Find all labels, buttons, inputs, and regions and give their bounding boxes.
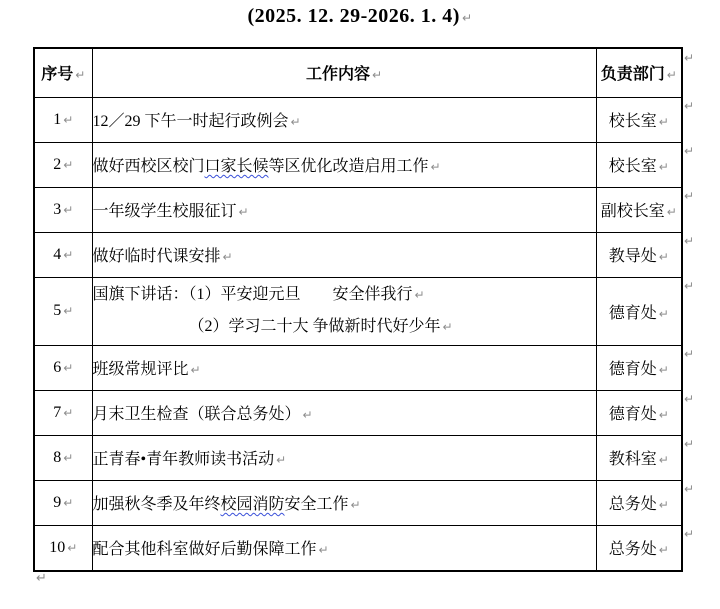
content-line: 国旗下讲话：（1）平安迎元旦 安全伴我行 ↵ xyxy=(92,286,425,303)
pilcrow-mark: ↵ xyxy=(350,498,361,512)
work-content xyxy=(92,390,596,435)
row-end-mark: ↵ xyxy=(684,527,695,541)
document-title xyxy=(0,5,720,28)
pilcrow-mark: ↵ xyxy=(318,543,329,558)
pilcrow-mark: ↵ xyxy=(63,157,74,172)
pilcrow-mark: ↵ xyxy=(63,304,74,318)
text-segment: 班级常规评比 xyxy=(92,361,189,378)
row-end-mark: ↵ xyxy=(684,279,695,293)
text-segment: 12／29 下午一时起行政例会 xyxy=(92,113,289,130)
department: 德育处 ↵ xyxy=(596,345,682,390)
pilcrow-mark: ↵ xyxy=(430,160,441,174)
header-content: 工作内容 ↵ xyxy=(92,48,596,97)
work-content xyxy=(92,232,596,277)
text-segment: 安全工作 xyxy=(284,496,349,513)
row-end-mark: ↵ xyxy=(684,347,695,361)
department: 总务处 ↵ xyxy=(596,525,682,571)
spellcheck-squiggle-text: 校园消防 xyxy=(220,496,285,513)
text-segment: 月末卫生检查（联合总务处） xyxy=(92,406,301,423)
row-number: 7 ↵ xyxy=(34,390,92,435)
work-content xyxy=(92,525,596,571)
pilcrow-mark: ↵ xyxy=(658,408,669,422)
row-end-mark: ↵ xyxy=(684,99,695,113)
table-row xyxy=(34,480,682,525)
pilcrow-mark: ↵ xyxy=(658,543,669,558)
row-number: 3 ↵ xyxy=(34,187,92,232)
pilcrow-mark: ↵ xyxy=(371,68,383,83)
work-content xyxy=(92,187,596,232)
pilcrow-mark: ↵ xyxy=(75,68,86,83)
text-segment: 正青春•青年教师读书活动 xyxy=(92,451,275,468)
row-end-mark: ↵ xyxy=(684,392,695,406)
department: 教导处 ↵ xyxy=(596,232,682,277)
spellcheck-squiggle-text: 口家长候 xyxy=(204,158,269,175)
pilcrow-mark: ↵ xyxy=(63,360,74,375)
text-segment: 一年级学生校服征订 xyxy=(92,203,237,220)
work-content xyxy=(92,97,596,142)
department: 校长室 ↵ xyxy=(596,97,682,142)
pilcrow-mark: ↵ xyxy=(63,202,74,217)
row-end-mark: ↵ xyxy=(684,234,695,248)
row-end-mark: ↵ xyxy=(684,51,695,65)
row-number: 2 ↵ xyxy=(34,142,92,187)
pilcrow-mark: ↵ xyxy=(666,68,677,83)
row-end-mark: ↵ xyxy=(684,144,695,158)
table-row xyxy=(34,142,682,187)
row-number: 10 ↵ xyxy=(34,525,92,571)
content-line: （2）学习二十大 争做新时代好少年 ↵ xyxy=(188,318,453,335)
department: 德育处 ↵ xyxy=(596,277,682,345)
header-no: 序号 ↵ xyxy=(34,48,92,97)
pilcrow-mark: ↵ xyxy=(658,498,669,512)
weekly-work-table xyxy=(33,47,683,572)
work-content xyxy=(92,480,596,525)
table-row xyxy=(34,97,682,142)
row-end-mark: ↵ xyxy=(684,437,695,451)
pilcrow-mark: ↵ xyxy=(63,247,74,262)
text-segment: 配合其他科室做好后勤保障工作 xyxy=(92,541,317,559)
row-number: 5 ↵ xyxy=(34,277,92,345)
pilcrow-mark: ↵ xyxy=(67,540,78,555)
table-row xyxy=(34,390,682,435)
row-number: 6 ↵ xyxy=(34,345,92,390)
work-content xyxy=(92,345,596,390)
table-row xyxy=(34,525,682,571)
pilcrow-mark: ↵ xyxy=(63,495,74,510)
pilcrow-mark: ↵ xyxy=(658,115,669,129)
pilcrow-mark: ↵ xyxy=(658,453,669,467)
paragraph-mark-below-table: ↵ xyxy=(36,571,47,586)
pilcrow-mark: ↵ xyxy=(190,363,201,377)
pilcrow-mark: ↵ xyxy=(442,320,453,334)
pilcrow-mark: ↵ xyxy=(666,205,677,219)
header-dept: 负责部门 ↵ xyxy=(596,48,682,97)
table-row xyxy=(34,345,682,390)
department: 教科室 ↵ xyxy=(596,435,682,480)
pilcrow-mark: ↵ xyxy=(238,205,249,219)
department: 总务处 ↵ xyxy=(596,480,682,525)
pilcrow-mark: ↵ xyxy=(658,250,669,264)
text-segment: 加强秋冬季及年终 xyxy=(92,496,221,513)
pilcrow-mark: ↵ xyxy=(461,11,473,25)
row-number: 8 ↵ xyxy=(34,435,92,480)
pilcrow-mark: ↵ xyxy=(658,363,669,377)
row-end-mark: ↵ xyxy=(684,189,695,203)
pilcrow-mark: ↵ xyxy=(63,450,74,465)
pilcrow-mark: ↵ xyxy=(63,405,74,420)
pilcrow-mark: ↵ xyxy=(658,306,669,321)
work-content xyxy=(92,277,596,345)
pilcrow-mark: ↵ xyxy=(290,115,301,129)
pilcrow-mark: ↵ xyxy=(222,250,233,264)
table-row xyxy=(34,277,682,345)
row-end-mark: ↵ xyxy=(684,482,695,496)
row-number: 9 ↵ xyxy=(34,480,92,525)
pilcrow-mark: ↵ xyxy=(658,160,669,174)
table-row xyxy=(34,232,682,277)
document-title-text: (2025. 12. 29-2026. 1. 4) xyxy=(247,5,460,27)
pilcrow-mark: ↵ xyxy=(276,453,287,467)
work-content xyxy=(92,435,596,480)
department: 副校长室 ↵ xyxy=(596,187,682,232)
row-number: 4 ↵ xyxy=(34,232,92,277)
pilcrow-mark: ↵ xyxy=(414,288,425,302)
pilcrow-mark: ↵ xyxy=(302,408,313,422)
pilcrow-mark: ↵ xyxy=(63,112,74,127)
table-row xyxy=(34,435,682,480)
table-row xyxy=(34,187,682,232)
department: 校长室 ↵ xyxy=(596,142,682,187)
text-segment: 做好临时代课安排 xyxy=(92,248,221,265)
text-segment: 做好西校区校门 xyxy=(92,158,205,175)
work-content xyxy=(92,142,596,187)
department: 德育处 ↵ xyxy=(596,390,682,435)
table-header-row xyxy=(34,48,682,97)
row-number: 1 ↵ xyxy=(34,97,92,142)
text-segment: 等区优化改造启用工作 xyxy=(268,158,429,175)
